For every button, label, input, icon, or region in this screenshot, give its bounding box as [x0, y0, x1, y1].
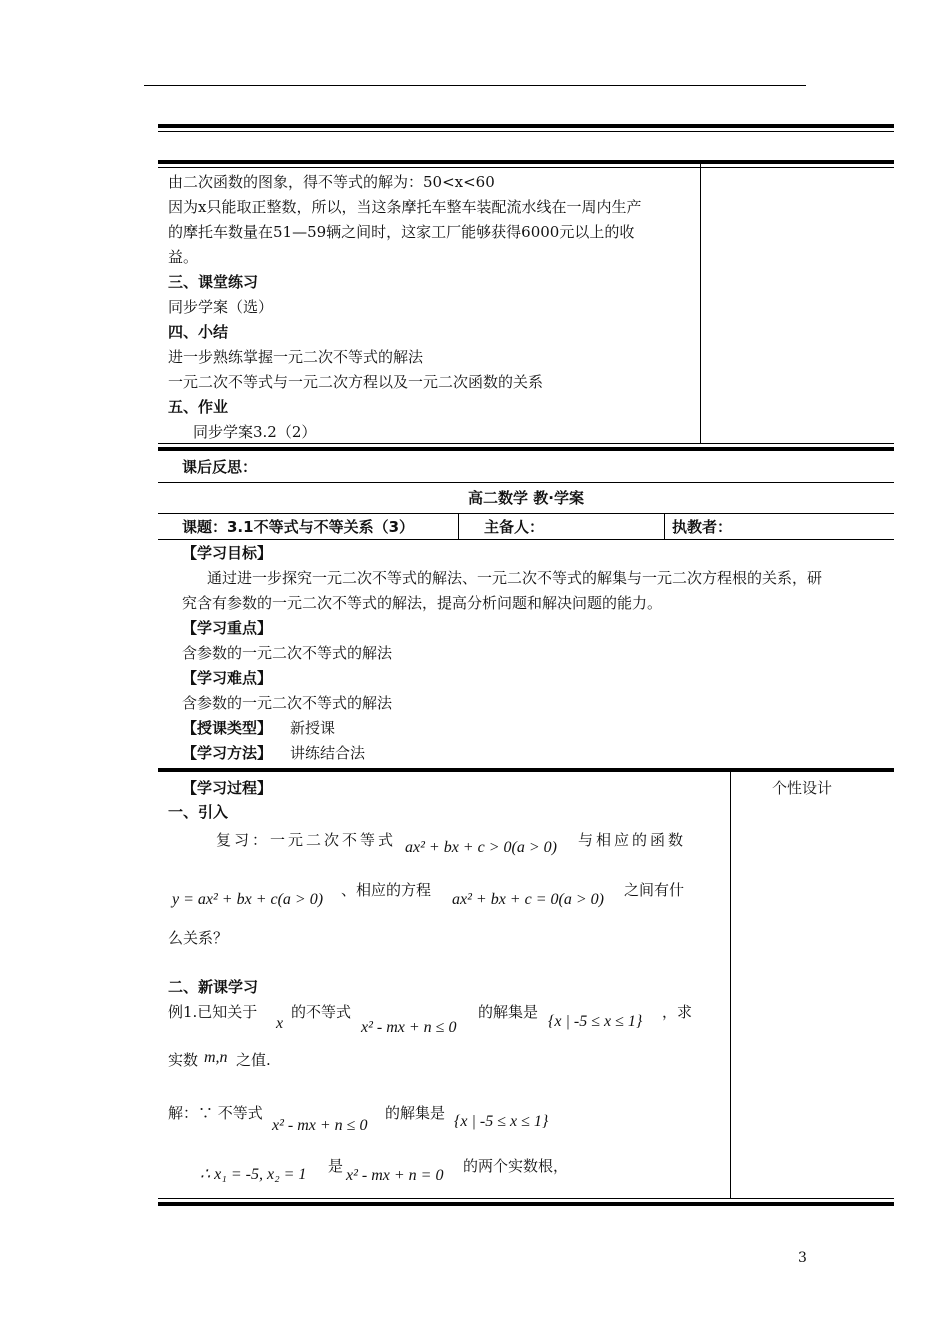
process-col-divider: [730, 768, 731, 1198]
difficulty-text: 含参数的一元二次不等式的解法: [182, 694, 393, 712]
section-heading-new-lesson: 二、新课学习: [168, 978, 259, 996]
lesson-type-label: 【授课类型】: [182, 719, 273, 737]
example-unknowns: m,n: [204, 1049, 228, 1066]
header-col-divider: [664, 513, 665, 539]
section-heading-summary: 四、小结: [168, 323, 229, 341]
goal-label: 【学习目标】: [182, 544, 273, 562]
key-point-label: 【学习重点】: [182, 619, 273, 637]
example-end: ，求: [662, 1003, 693, 1021]
example-middle-2: 的解集是: [478, 1003, 539, 1021]
header-table-bottom: [158, 539, 894, 540]
review-inequality: ax² + bx + c > 0(a > 0): [405, 839, 557, 856]
roots-formula: ∴ x₁ = -5, x₂ = 1: [200, 1166, 307, 1183]
goal-text: 通过进一步探究一元二次不等式的解法、一元二次不等式的解集与一元二次方程根的关系，研: [207, 569, 823, 587]
method-label: 【学习方法】: [182, 744, 273, 762]
key-point-text: 含参数的一元二次不等式的解法: [182, 644, 393, 662]
method-text: 讲练结合法: [290, 744, 366, 762]
table1-top-border-thin: [158, 167, 894, 168]
example-inequality: x² - mx + n ≤ 0: [361, 1019, 457, 1036]
example-prefix: 例1.已知关于: [168, 1003, 258, 1021]
header-col-divider: [458, 513, 459, 539]
solution-line: 由二次函数的图象，得不等式的解为：50<x<60: [168, 173, 495, 191]
review-prefix: 复习：一元二次不等式: [216, 831, 397, 849]
practice-text: 同步学案（选）: [168, 298, 274, 316]
topic-label: 课题：3.1不等式与不等关系（3）: [182, 518, 415, 536]
goal-text: 究含有参数的一元二次不等式的解法，提高分析问题和解决问题的能力。: [182, 594, 663, 612]
section-heading-practice: 三、课堂练习: [168, 273, 259, 291]
solution-middle: 的解集是: [385, 1104, 446, 1122]
page-title: 高二数学 教·学案: [468, 489, 584, 507]
summary-text: 一元二次不等式与一元二次方程以及一元二次函数的关系: [168, 373, 544, 391]
roots-suffix: 的两个实数根，: [463, 1157, 569, 1175]
solution-line: 因为x只能取正整数，所以，当这条摩托车整车装配流水线在一周内生产: [168, 198, 642, 216]
review-suffix: 与相应的函数: [578, 831, 687, 849]
equation-formula: ax² + bx + c = 0(a > 0): [452, 891, 604, 908]
page-number: 3: [798, 1250, 807, 1266]
summary-text: 进一步熟练掌握一元二次不等式的解法: [168, 348, 424, 366]
table1-bottom-border: [158, 443, 894, 444]
solution-prefix: 解：∵ 不等式: [168, 1104, 263, 1122]
solution-inequality: x² - mx + n ≤ 0: [272, 1117, 368, 1134]
solution-line: 的摩托车数量在51—59辆之间时，这家工厂能够获得6000元以上的收: [168, 223, 635, 241]
example-solution-set: {x | -5 ≤ x ≤ 1}: [548, 1013, 643, 1030]
header-table-top: [158, 482, 894, 483]
lesson-type-text: 新授课: [290, 719, 336, 737]
review-question: 么关系？: [168, 929, 229, 947]
double-rule-top: [158, 124, 894, 128]
example-middle: 的不等式: [291, 1003, 352, 1021]
section-heading-homework: 五、作业: [168, 398, 229, 416]
preparer-label: 主备人：: [484, 518, 545, 536]
solution-line: 益。: [168, 248, 199, 266]
function-formula: y = ax² + bx + c(a > 0): [172, 891, 324, 908]
header-table-mid: [158, 513, 894, 514]
process-table-bottom-thick: [158, 1202, 894, 1206]
roots-equation: x² - mx + n = 0: [346, 1167, 444, 1184]
homework-text: 同步学案3.2（2）: [193, 423, 317, 441]
table1-divider: [700, 160, 701, 443]
table1-top-border: [158, 160, 894, 164]
side-column-label: 个性设计: [772, 779, 833, 797]
example-line2-suffix: 之值.: [236, 1051, 271, 1069]
function-separator: 、相应的方程: [341, 881, 432, 899]
section-heading-intro: 一、引入: [168, 803, 229, 821]
page-header-rule: [144, 85, 806, 86]
double-rule-top-thin: [158, 131, 894, 132]
process-table-top: [158, 768, 894, 772]
example-line2-prefix: 实数: [168, 1051, 199, 1069]
process-table-bottom: [158, 1198, 894, 1199]
process-label: 【学习过程】: [182, 779, 273, 797]
table1-bottom-border-thick: [158, 447, 894, 451]
roots-middle: 是: [328, 1157, 344, 1175]
teacher-label: 执教者：: [672, 518, 733, 536]
solution-set: {x | -5 ≤ x ≤ 1}: [454, 1113, 549, 1130]
example-variable: x: [276, 1015, 284, 1032]
difficulty-label: 【学习难点】: [182, 669, 273, 687]
equation-suffix: 之间有什: [624, 881, 685, 899]
reflection-label: 课后反思：: [182, 458, 258, 476]
